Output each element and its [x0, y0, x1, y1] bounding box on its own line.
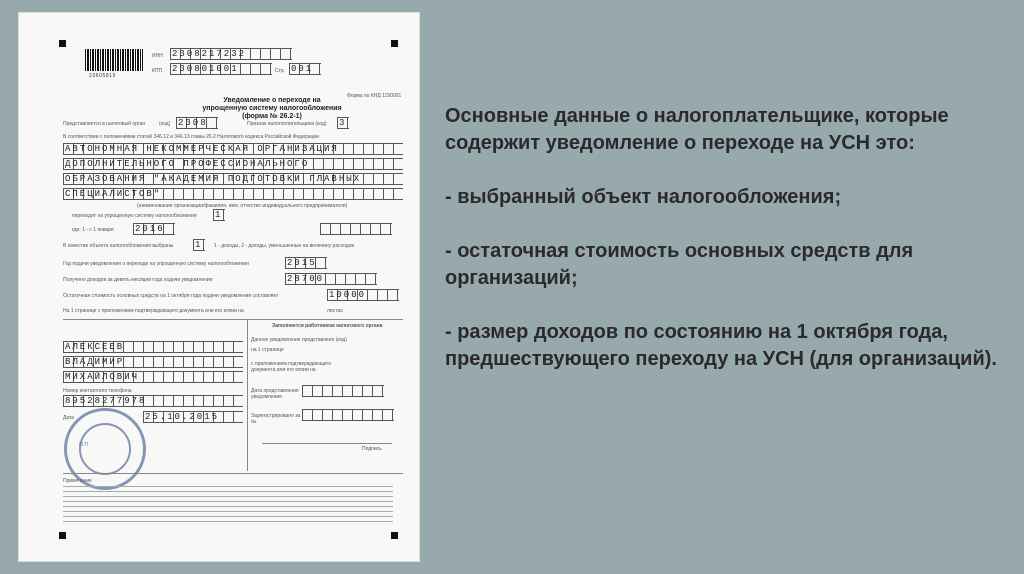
object-field: 1	[193, 239, 205, 251]
taxpayer-sign-field: 3	[337, 117, 349, 129]
object-label: В качестве объекта налогообложения выбраны	[63, 243, 174, 249]
signer-name: ВЛАДИМИР	[63, 356, 243, 368]
tax-office-field-3: с приложением подтверждающего документа или его копии на	[251, 361, 332, 373]
footer-divider	[63, 473, 403, 474]
residual-label: Остаточная стоимость основных средств на 1 октября года подачи уведомления составляет	[63, 293, 279, 299]
seal-text: М.П.	[79, 442, 90, 448]
signature-line	[262, 443, 392, 444]
tax-office-field-4: Дата представления уведомления	[251, 388, 299, 400]
org-name-line-1: АВТОНОМНАЯ НЕКОММЕРЧЕСКАЯ ОРГАНИЗАЦИЯ	[63, 143, 403, 155]
panel-item-residual-value: - остаточная стоимость основных средств для организаций;	[445, 240, 914, 289]
object-options: 1 - доходы, 2 - доходы, уменьшенные на величину расходов	[214, 243, 355, 249]
registration-mark-top-right	[391, 40, 398, 47]
tax-office-field-2: на 1 странице	[251, 347, 284, 353]
sheets-label: листах	[327, 308, 343, 314]
section-divider	[63, 319, 403, 320]
submission-year-label: Год подачи уведомления о переходе на упрощенную систему налогообложения	[63, 261, 249, 267]
income-label: Получено доходов за девять месяцев года подачи уведомления	[63, 277, 213, 283]
tax-office-reg-field	[302, 409, 394, 421]
org-name-line-4: СПЕЦИАЛИСТОВ"	[63, 188, 403, 200]
attachments-label: На 1 странице с приложением подтверждающего документа или его копии на	[63, 308, 244, 314]
footer-text-lines	[63, 486, 393, 526]
org-name-line-2: ДОПОЛНИТЕЛЬНОГО ПРОФЕССИОНАЛЬНОГО	[63, 158, 403, 170]
date-placeholder-field	[320, 223, 392, 235]
taxpayer-sign-label: Признак налогоплательщика (код)	[247, 121, 327, 127]
date-label: Дата	[63, 415, 75, 421]
submission-year-field: 2015	[285, 257, 327, 269]
tax-authority-label: Представляется в налоговый орган	[63, 121, 146, 127]
panel-heading: Основные данные о налогоплательщике, которые содержит уведомление о переходе на УСН это:	[445, 105, 949, 154]
registration-mark-bottom-right	[391, 532, 398, 539]
inn-field: 2308217232	[170, 48, 292, 60]
signer-patronymic: МИХАЙЛОВИЧ	[63, 371, 243, 383]
registration-mark-top-left	[59, 40, 66, 47]
panel-item-object: - выбранный объект налогообложения;	[445, 186, 842, 208]
transition-label: переходит на упрощенную систему налогообложения	[72, 213, 197, 219]
page-label: Стр.	[275, 68, 286, 74]
org-caption: (наименование организации/фамилия, имя, отчество индивидуального предпринимателя)	[137, 203, 348, 209]
organization-seal-inner	[79, 423, 131, 475]
phone-label: Номер контактного телефона	[63, 388, 132, 394]
phone-field: 89528277978	[63, 395, 243, 407]
transition-field: 1	[213, 209, 225, 221]
tax-office-date-field	[302, 385, 384, 397]
tax-form-document	[37, 23, 403, 548]
barcode-number: 23605815	[89, 73, 117, 79]
registration-mark-bottom-left	[59, 532, 66, 539]
legal-basis: В соответствии с положениями статей 346.12 и 346.13 главы 26.2 Налогового кодекса Российской Федерации	[63, 134, 319, 140]
panel-item-income: - размер доходов по состоянию на 1 октября года, предшествующего переходу на УСН (для организаций).	[445, 321, 997, 370]
tax-office-header: Заполняется работником налогового органа	[272, 323, 383, 329]
form-title: Уведомление о переходе на упрощенную систему налогообложения (форма № 26.2-1)	[202, 97, 342, 120]
signature-label: Подпись	[362, 446, 382, 452]
residual-field: 10000	[327, 289, 399, 301]
tax-office-field-5: Зарегистрировано за №	[251, 413, 301, 425]
income-field: 28700	[285, 273, 377, 285]
barcode	[85, 49, 143, 71]
org-name-line-3: ОБРАЗОВАНИЯ "АКАДЕМИЯ ПОДГОТОВКИ ГЛАВНЫХ	[63, 173, 403, 185]
column-divider	[247, 319, 248, 471]
info-panel	[445, 103, 1015, 373]
year-field: 2016	[133, 223, 175, 235]
kpp-field: 230801001	[170, 63, 272, 75]
tax-authority-code-field: 2308	[176, 117, 218, 129]
kpp-label: КПП	[152, 68, 163, 74]
signer-surname: АЛЕКСЕЕВ	[63, 341, 243, 353]
year-label: где: 1 - с 1 января	[72, 227, 114, 233]
date-field: 25.10.2015	[143, 411, 243, 423]
form-code: Форма по КНД 1150001	[347, 93, 402, 99]
page-field: 001	[289, 63, 321, 75]
tax-authority-code-label: (код)	[159, 121, 171, 127]
footer-note: Примечание	[63, 478, 92, 484]
inn-label: ИНН	[152, 53, 163, 59]
tax-form-scan	[19, 13, 419, 561]
tax-office-field-1: Данное уведомление представлено (код)	[251, 337, 347, 343]
